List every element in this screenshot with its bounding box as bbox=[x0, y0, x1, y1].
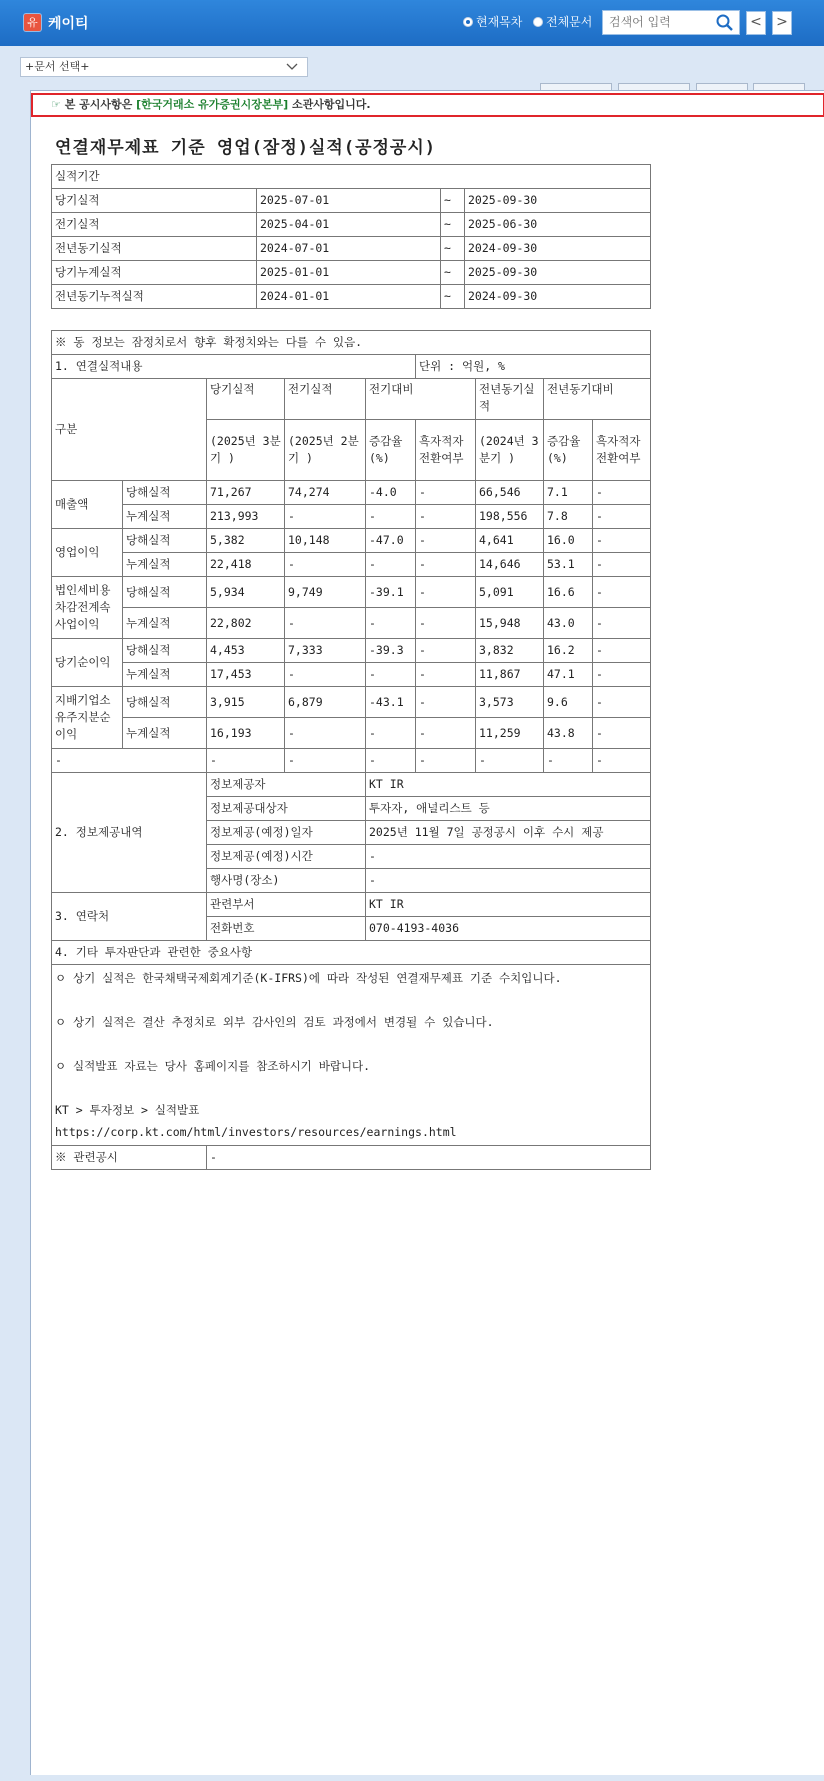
cell: 16.6 bbox=[544, 577, 593, 608]
table-row bbox=[52, 553, 651, 577]
cell: - bbox=[416, 639, 476, 663]
prev-button[interactable]: < bbox=[746, 11, 766, 35]
cell: - bbox=[416, 608, 476, 639]
cell: - bbox=[416, 718, 476, 749]
cell: - bbox=[593, 577, 651, 608]
period-label: 전기실적 bbox=[52, 213, 257, 237]
cell: - bbox=[285, 505, 366, 529]
info-value: 투자자, 애널리스트 등 bbox=[366, 797, 651, 821]
period-to: 2025-06-30 bbox=[465, 213, 651, 237]
period-to: 2025-09-30 bbox=[465, 261, 651, 285]
company-badge-icon: 유 bbox=[24, 14, 41, 31]
notice-suffix: 소관사항입니다. bbox=[288, 98, 371, 111]
next-button[interactable]: > bbox=[772, 11, 792, 35]
row-type: 누계실적 bbox=[123, 505, 207, 529]
table-row bbox=[52, 687, 651, 718]
cell: 4,453 bbox=[207, 639, 285, 663]
period-to: 2024-09-30 bbox=[465, 237, 651, 261]
cell: 7.8 bbox=[544, 505, 593, 529]
cell: 4,641 bbox=[476, 529, 544, 553]
table-row bbox=[52, 213, 651, 237]
cell: 22,418 bbox=[207, 553, 285, 577]
cell: - bbox=[416, 553, 476, 577]
cell: 71,267 bbox=[207, 481, 285, 505]
row-type: 당해실적 bbox=[123, 687, 207, 718]
sub-turn2: 흑자적자전환여부 bbox=[593, 420, 651, 481]
document-select[interactable] bbox=[20, 57, 308, 77]
item-label: 매출액 bbox=[52, 481, 123, 529]
cell: 5,382 bbox=[207, 529, 285, 553]
chevron-down-icon bbox=[285, 61, 299, 73]
pointing-hand-icon: ☞ bbox=[51, 98, 61, 111]
col-current: 당기실적 bbox=[207, 379, 285, 420]
table-row bbox=[52, 481, 651, 505]
radio-current-label: 현재목차 bbox=[476, 15, 523, 29]
col-vs-yoy: 전년동기대비 bbox=[544, 379, 651, 420]
cell: 11,867 bbox=[476, 663, 544, 687]
section-1-title: 1. 연결실적내용 bbox=[52, 355, 416, 379]
cell: - bbox=[366, 505, 416, 529]
related-label: ※ 관련공시 bbox=[52, 1146, 207, 1170]
table-row bbox=[52, 237, 651, 261]
cell: - bbox=[416, 505, 476, 529]
period-tilde: ~ bbox=[441, 285, 465, 309]
cell: - bbox=[416, 687, 476, 718]
table-row bbox=[52, 773, 651, 797]
document-select-value: +문서 선택+ bbox=[25, 60, 90, 73]
cell: - bbox=[285, 608, 366, 639]
cell: - bbox=[593, 687, 651, 718]
cell: - bbox=[593, 505, 651, 529]
cell: - bbox=[366, 663, 416, 687]
cell: - bbox=[207, 749, 285, 773]
cell: 9,749 bbox=[285, 577, 366, 608]
cell: - bbox=[593, 663, 651, 687]
table-row bbox=[52, 718, 651, 749]
cell: 5,091 bbox=[476, 577, 544, 608]
cell: - bbox=[366, 553, 416, 577]
cell: - bbox=[593, 639, 651, 663]
related-value: - bbox=[207, 1146, 651, 1170]
cell: 7,333 bbox=[285, 639, 366, 663]
period-label: 전년동기누적실적 bbox=[52, 285, 257, 309]
period-tilde: ~ bbox=[441, 213, 465, 237]
period-to: 2024-09-30 bbox=[465, 285, 651, 309]
period-label: 당기실적 bbox=[52, 189, 257, 213]
period-tilde: ~ bbox=[441, 189, 465, 213]
period-to: 2025-09-30 bbox=[465, 189, 651, 213]
row-type: 누계실적 bbox=[123, 553, 207, 577]
info-value: - bbox=[366, 845, 651, 869]
period-from: 2025-01-01 bbox=[257, 261, 441, 285]
sub-turn: 흑자적자전환여부 bbox=[416, 420, 476, 481]
table-row bbox=[52, 529, 651, 553]
cell: - bbox=[366, 608, 416, 639]
cell: - bbox=[285, 749, 366, 773]
radio-unchecked-icon[interactable] bbox=[533, 17, 543, 27]
period-from: 2024-01-01 bbox=[257, 285, 441, 309]
cell: - bbox=[593, 481, 651, 505]
notice-org: [한국거래소 유가증권시장본부] bbox=[136, 98, 289, 111]
period-tilde: ~ bbox=[441, 237, 465, 261]
top-header bbox=[0, 0, 824, 46]
cell: - bbox=[593, 553, 651, 577]
notice-prefix: 본 공시사항은 bbox=[64, 98, 137, 111]
document-title: 연결재무제표 기준 영업(잠정)실적(공정공시) bbox=[55, 138, 437, 158]
item-label: 지배기업소유주지분순이익 bbox=[52, 687, 123, 749]
period-from: 2024-07-01 bbox=[257, 237, 441, 261]
info-key: 정보제공대상자 bbox=[207, 797, 366, 821]
cell: - bbox=[416, 529, 476, 553]
cell: 16.0 bbox=[544, 529, 593, 553]
cell: - bbox=[593, 749, 651, 773]
info-key: 정보제공자 bbox=[207, 773, 366, 797]
table-row bbox=[52, 189, 651, 213]
period-header: 실적기간 bbox=[52, 165, 651, 189]
cell: - bbox=[416, 577, 476, 608]
row-type: 누계실적 bbox=[123, 663, 207, 687]
cell: -4.0 bbox=[366, 481, 416, 505]
col-prev: 전기실적 bbox=[285, 379, 366, 420]
jurisdiction-notice bbox=[31, 93, 824, 117]
note-ir-path: KT > 투자정보 > 실적발표 bbox=[55, 1103, 200, 1117]
cell: 3,915 bbox=[207, 687, 285, 718]
table-row bbox=[52, 608, 651, 639]
note-1: ㅇ 상기 실적은 한국채택국제회계기준(K-IFRS)에 따라 작성된 연결재무제표 기준 수치입니다. bbox=[55, 971, 562, 985]
radio-current-toc[interactable] bbox=[463, 13, 522, 30]
row-type: 누계실적 bbox=[123, 718, 207, 749]
disclaimer: ※ 동 정보는 잠정치로서 향후 확정치와는 다를 수 있음. bbox=[52, 331, 651, 355]
cell: 15,948 bbox=[476, 608, 544, 639]
table-row bbox=[52, 577, 651, 608]
contact-value: KT IR bbox=[366, 893, 651, 917]
cell: 10,148 bbox=[285, 529, 366, 553]
note-2: ㅇ 상기 실적은 결산 추정치로 외부 감사인의 검토 과정에서 변경될 수 있습니다. bbox=[55, 1015, 494, 1029]
table-row bbox=[52, 505, 651, 529]
section-3-title: 3. 연락처 bbox=[52, 893, 207, 941]
col-yoy: 전년동기실적 bbox=[476, 379, 544, 420]
period-label: 전년동기실적 bbox=[52, 237, 257, 261]
cell: 53.1 bbox=[544, 553, 593, 577]
cell: - bbox=[544, 749, 593, 773]
cell: 7.1 bbox=[544, 481, 593, 505]
radio-all-label: 전체문서 bbox=[546, 15, 593, 29]
cell: 198,556 bbox=[476, 505, 544, 529]
col-gubun: 구분 bbox=[52, 379, 207, 481]
note-ir-url[interactable]: https://corp.kt.com/html/investors/resources/earnings.html bbox=[55, 1125, 457, 1139]
contact-key: 관련부서 bbox=[207, 893, 366, 917]
search-icon[interactable] bbox=[715, 13, 735, 33]
section-2-title: 2. 정보제공내역 bbox=[52, 773, 207, 893]
item-label: 법인세비용차감전계속사업이익 bbox=[52, 577, 123, 639]
cell: - bbox=[416, 663, 476, 687]
cell: 17,453 bbox=[207, 663, 285, 687]
cell: 5,934 bbox=[207, 577, 285, 608]
cell: - bbox=[416, 749, 476, 773]
period-label: 당기누계실적 bbox=[52, 261, 257, 285]
cell: - bbox=[285, 663, 366, 687]
table-row bbox=[52, 261, 651, 285]
row-type: 당해실적 bbox=[123, 639, 207, 663]
sub-yoy: (2024년 3분기 ) bbox=[476, 420, 544, 481]
info-value: KT IR bbox=[366, 773, 651, 797]
cell: -47.0 bbox=[366, 529, 416, 553]
document-panel bbox=[30, 90, 824, 1775]
table-row bbox=[52, 639, 651, 663]
cell: - bbox=[593, 718, 651, 749]
cell: - bbox=[593, 529, 651, 553]
results-table bbox=[51, 330, 651, 1170]
cell: - bbox=[285, 718, 366, 749]
cell: 22,802 bbox=[207, 608, 285, 639]
table-row bbox=[52, 893, 651, 917]
contact-key: 전화번호 bbox=[207, 917, 366, 941]
cell: - bbox=[52, 749, 207, 773]
unit-label: 단위 : 억원, % bbox=[416, 355, 651, 379]
cell: 3,573 bbox=[476, 687, 544, 718]
cell: -43.1 bbox=[366, 687, 416, 718]
contact-value: 070-4193-4036 bbox=[366, 917, 651, 941]
period-from: 2025-04-01 bbox=[257, 213, 441, 237]
item-label: 영업이익 bbox=[52, 529, 123, 577]
col-vs-prev: 전기대비 bbox=[366, 379, 476, 420]
row-type: 당해실적 bbox=[123, 481, 207, 505]
sub-rate: 증감율(%) bbox=[366, 420, 416, 481]
cell: 9.6 bbox=[544, 687, 593, 718]
info-key: 정보제공(예정)시간 bbox=[207, 845, 366, 869]
cell: 43.0 bbox=[544, 608, 593, 639]
company-title: 케이티 bbox=[48, 16, 89, 32]
table-row bbox=[52, 285, 651, 309]
cell: 66,546 bbox=[476, 481, 544, 505]
sub-prev: (2025년 2분기 ) bbox=[285, 420, 366, 481]
info-key: 행사명(장소) bbox=[207, 869, 366, 893]
cell: - bbox=[416, 481, 476, 505]
sub-rate2: 증감율(%) bbox=[544, 420, 593, 481]
radio-all-docs[interactable] bbox=[533, 13, 592, 30]
item-label: 당기순이익 bbox=[52, 639, 123, 687]
cell: 11,259 bbox=[476, 718, 544, 749]
cell: - bbox=[366, 749, 416, 773]
cell: 3,832 bbox=[476, 639, 544, 663]
cell: 16,193 bbox=[207, 718, 285, 749]
period-tilde: ~ bbox=[441, 261, 465, 285]
section-4-title: 4. 기타 투자판단과 관련한 중요사항 bbox=[52, 941, 651, 965]
info-value: - bbox=[366, 869, 651, 893]
row-type: 당해실적 bbox=[123, 529, 207, 553]
table-row bbox=[52, 749, 651, 773]
cell: 47.1 bbox=[544, 663, 593, 687]
period-from: 2025-07-01 bbox=[257, 189, 441, 213]
cell: 74,274 bbox=[285, 481, 366, 505]
cell: 14,646 bbox=[476, 553, 544, 577]
cell: -39.3 bbox=[366, 639, 416, 663]
row-type: 누계실적 bbox=[123, 608, 207, 639]
search-box bbox=[602, 10, 740, 35]
period-table bbox=[51, 164, 651, 309]
radio-checked-icon[interactable] bbox=[463, 17, 473, 27]
cell: - bbox=[476, 749, 544, 773]
search-input[interactable] bbox=[603, 11, 715, 33]
cell: - bbox=[366, 718, 416, 749]
notes-cell bbox=[52, 965, 651, 1146]
cell: 16.2 bbox=[544, 639, 593, 663]
info-key: 정보제공(예정)일자 bbox=[207, 821, 366, 845]
cell: -39.1 bbox=[366, 577, 416, 608]
cell: - bbox=[285, 553, 366, 577]
info-value: 2025년 11월 7일 공정공시 이후 수시 제공 bbox=[366, 821, 651, 845]
note-3: ㅇ 실적발표 자료는 당사 홈페이지를 참조하시기 바랍니다. bbox=[55, 1059, 371, 1073]
cell: 43.8 bbox=[544, 718, 593, 749]
sub-current: (2025년 3분기 ) bbox=[207, 420, 285, 481]
table-row bbox=[52, 663, 651, 687]
cell: 6,879 bbox=[285, 687, 366, 718]
cell: - bbox=[593, 608, 651, 639]
row-type: 당해실적 bbox=[123, 577, 207, 608]
cell: 213,993 bbox=[207, 505, 285, 529]
